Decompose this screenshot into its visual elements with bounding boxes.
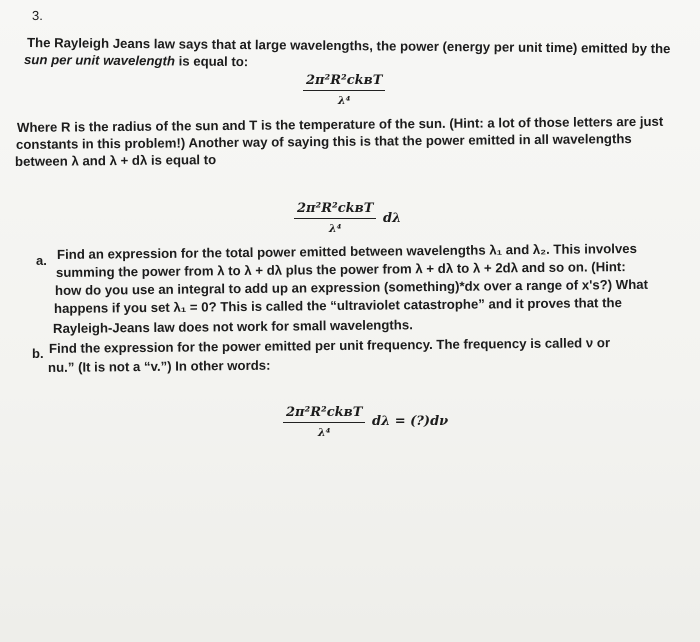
equation-denominator: λ⁴ [328, 222, 342, 235]
equation-denominator: λ⁴ [337, 94, 351, 107]
equation-power-in-dlambda [294, 201, 376, 235]
part-b-line-2: nu.” (It is not a “v.”) In other words: [47, 357, 271, 375]
paragraph-2-line-3: between λ and λ + dλ is equal to [14, 152, 217, 169]
equation-numerator: 2π²R²ckʙT [286, 405, 363, 420]
equation-suffix: dλ = (?)dν [372, 414, 449, 429]
paragraph-2-line-2: constants in this problem!) Another way of saying this is that the power emitted in all wavelengths [15, 131, 632, 152]
intro-line-2 [24, 52, 248, 70]
part-a-line-1: Find an expression for the total power emitted between wavelengths λ₁ and λ₂. This involves [56, 240, 638, 262]
paragraph-2-line-1: Where R is the radius of the sun and T is the temperature of the sun. (Hint: a lot of those letters are just [16, 113, 664, 135]
part-a-line-4: happens if you set λ₁ = 0? This is called the “ultraviolet catastrophe” and it proves that the [53, 295, 622, 316]
equation-numerator: 2π²R²ckʙT [297, 201, 374, 216]
intro-emphasis: sun per unit wavelength [23, 52, 176, 69]
part-a-label: a. [36, 253, 47, 268]
part-a-line-2: summing the power from λ to λ + dλ plus the power from λ + dλ to λ + 2dλ and so on. (Hint: [55, 259, 626, 280]
equation-denominator: λ⁴ [317, 426, 331, 439]
part-a-line-3: how do you use an integral to add up an expression (something)*dx over a range of x's?) What [54, 276, 649, 298]
part-b-label: b. [32, 346, 44, 361]
equation-frequency-conversion [283, 405, 365, 439]
intro-line-1: The Rayleigh Jeans law says that at large wavelengths, the power (energy per unit time) emitted by the [26, 35, 671, 57]
part-b-line-1: Find the expression for the power emitted per unit frequency. The frequency is called ν or [48, 335, 611, 356]
equation-suffix: dλ [383, 211, 402, 226]
equation-power-per-wavelength [303, 73, 385, 107]
intro-rest: is equal to: [174, 53, 249, 70]
equation-numerator: 2π²R²ckʙT [306, 73, 383, 88]
part-a-line-5: Rayleigh-Jeans law does not work for small wavelengths. [52, 317, 413, 336]
problem-number: 3. [31, 7, 43, 24]
